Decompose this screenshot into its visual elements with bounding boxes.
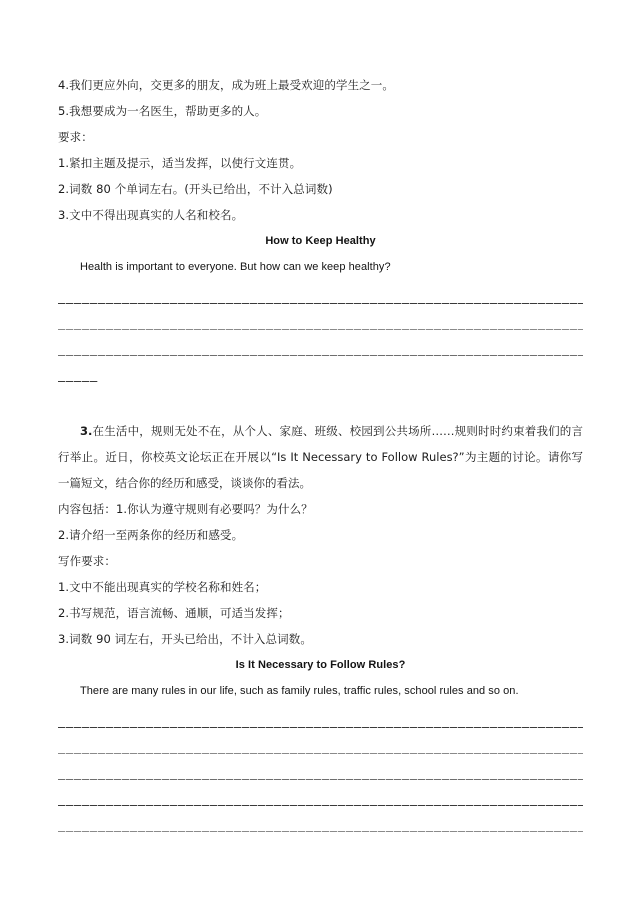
answer-line-partial[interactable]	[58, 370, 583, 396]
essay-title: Is It Necessary to Follow Rules?	[235, 659, 406, 671]
answer-line[interactable]	[58, 768, 583, 794]
spacer	[58, 704, 583, 716]
writing-requirement-item: 1.文中不能出现真实的学校名称和姓名；	[58, 580, 267, 594]
section-one	[58, 72, 583, 396]
writing-requirement-item: 2.书写规范，语言流畅、通顺，可适当发挥；	[58, 606, 290, 620]
requirement-item: 3.文中不得出现真实的人名和校名。	[58, 208, 244, 222]
requirement-item: 1.紧扣主题及提示，适当发挥，以使行文连贯。	[58, 156, 302, 170]
content-item: 内容包括：1.你认为遵守规则有必要吗？为什么？	[58, 502, 313, 516]
content-item: 2.请介绍一至两条你的经历和感受。	[58, 528, 244, 542]
document-body	[58, 72, 583, 846]
requirements-heading: 要求：	[58, 130, 93, 144]
answer-line[interactable]	[58, 716, 583, 742]
answer-line[interactable]	[58, 318, 583, 344]
section-two	[58, 418, 583, 846]
writing-requirement-item: 3.词数 90 词左右，开头已给出，不计入总词数。	[58, 632, 312, 646]
answer-line[interactable]	[58, 820, 583, 846]
section-number: 3.	[80, 424, 93, 438]
requirement-item: 2.词数 80 个单词左右。(开头已给出，不计入总词数)	[58, 182, 333, 196]
answer-line[interactable]	[58, 742, 583, 768]
answer-line[interactable]	[58, 794, 583, 820]
essay-opening-sentence: There are many rules in our life, such as family rules, traffic rules, school rules and so on.	[80, 685, 519, 697]
essay-title: How to Keep Healthy	[265, 235, 376, 247]
answer-lines-group	[58, 292, 583, 396]
essay-opening-sentence: Health is important to everyone. But how can we keep healthy?	[80, 261, 391, 273]
answer-line[interactable]	[58, 344, 583, 370]
prompt-item: 4.我们更应外向，交更多的朋友，成为班上最受欢迎的学生之一。	[58, 78, 394, 92]
section-spacer	[58, 396, 583, 418]
answer-line[interactable]	[58, 292, 583, 318]
answer-lines-group	[58, 716, 583, 846]
writing-requirements-heading: 写作要求：	[58, 554, 116, 568]
spacer	[58, 280, 583, 292]
section-two-prompt-text: 在生活中，规则无处不在，从个人、家庭、班级、校园到公共场所……规则时时约束着我们的言行举止。近日，你校英文论坛正在开展以“Is It Necessary to Follow Rules?”为主题的讨论。请你写一篇短文，结合你的经历和感受，谈谈你的看法。	[58, 424, 583, 490]
prompt-item: 5.我想要成为一名医生，帮助更多的人。	[58, 104, 267, 118]
section-two-prompt	[58, 418, 583, 496]
